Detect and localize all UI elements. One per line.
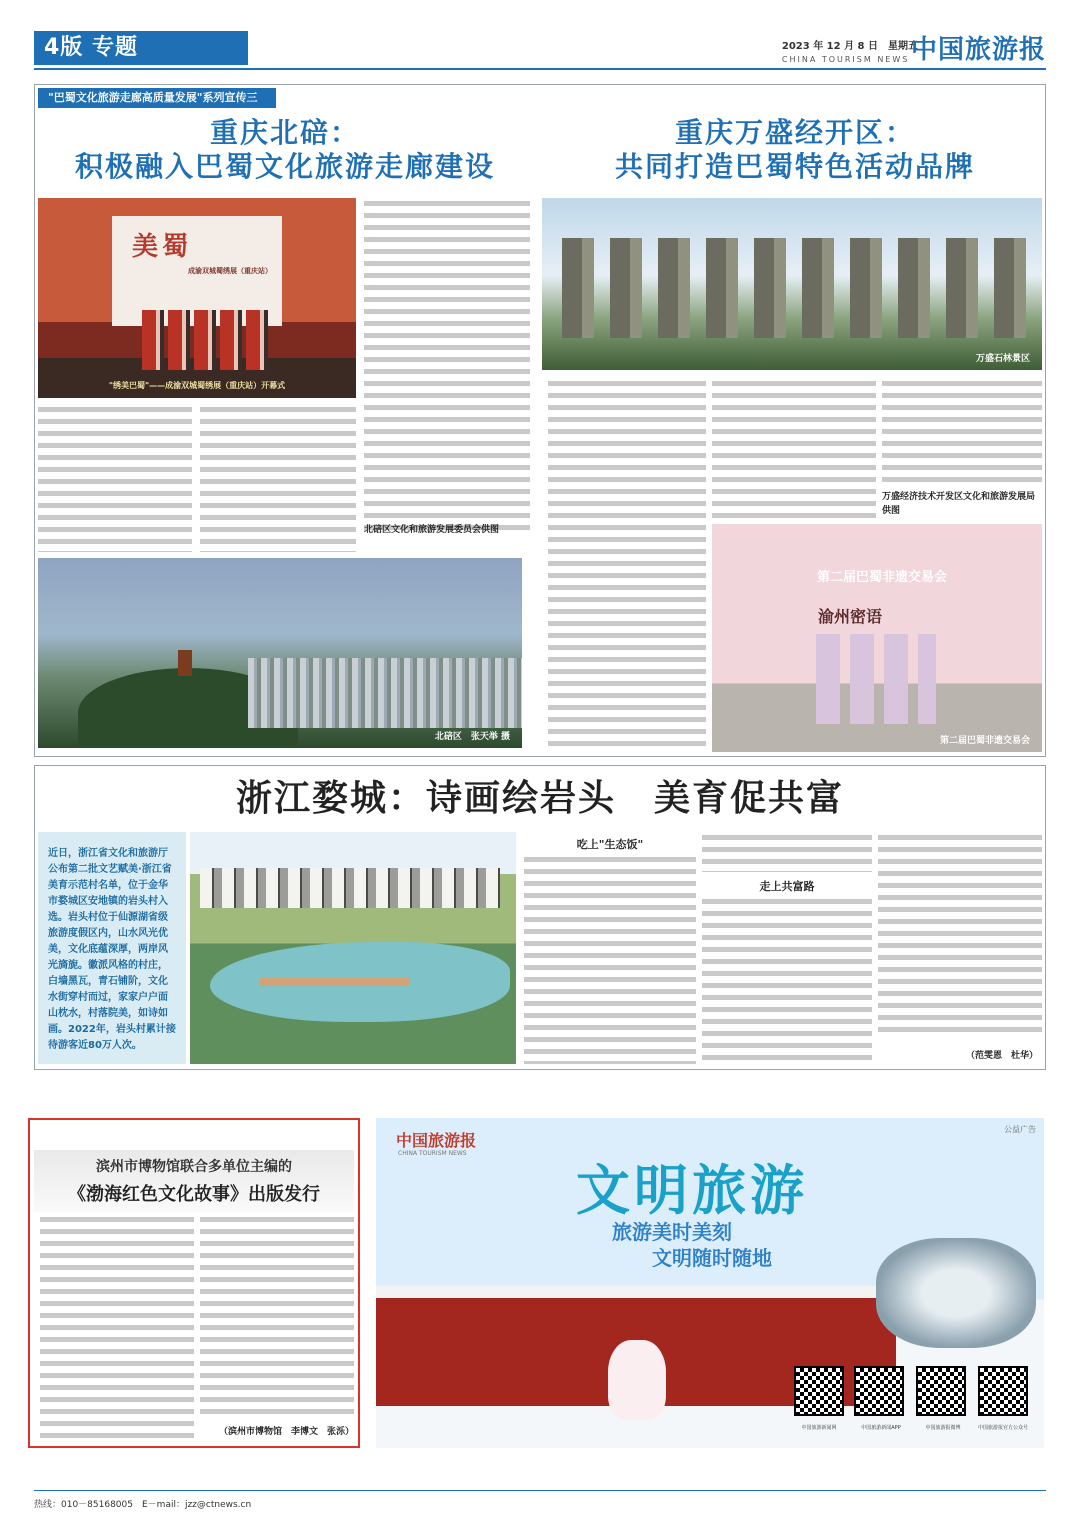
article2-credit: 万盛经济技术开发区文化和旅游发展局供图: [882, 492, 1036, 516]
pagoda: [178, 650, 192, 676]
ad-brand-en: CHINA TOURISM NEWS: [398, 1150, 467, 1157]
qr-label-4: 中国旅游报官方公众号: [977, 1425, 1028, 1431]
qr-code-3-icon: [916, 1366, 966, 1416]
article1-body-col2: [200, 404, 356, 552]
article2-title: [548, 116, 1042, 184]
article3-intro-text: 近日，浙江省文化和旅游厅公布第二批文艺赋美·浙江省美育示范村名单，位于金华市婺城区安地镇的岩头村入选。岩头村位于仙源湖省级旅游度假区内，山水风光优美，文化底蕴深厚，两岸风光旖旎。徽派风格的村庄，白墙黑瓦，青石铺阶，文化水街穿村而过，家家户户面山枕水，村落院美，如诗如画。2022年，岩头村累计接待游客近80万人次。: [48, 848, 176, 1051]
section-tag: 4版 专题: [34, 31, 248, 65]
article3-body-col3: [878, 832, 1042, 1038]
article4-title-line1: 滨州市博物馆联合多单位主编的: [96, 1159, 292, 1175]
ad-qr-row: [794, 1366, 1034, 1442]
article2-body-col2: [712, 378, 876, 518]
stage-banner-text: 美蜀: [132, 232, 193, 262]
qr-label-2: 中国旅游新闻APP: [861, 1425, 901, 1431]
article3-body-col2b: [702, 896, 872, 1064]
date-text: 2023 年 12 月 8 日 星期五: [781, 41, 918, 52]
article3-intro: [38, 832, 186, 1064]
article3-credit: （范雯恩 杜华）: [965, 1051, 1038, 1061]
ad-rabbit: [608, 1340, 666, 1420]
ad-line1: 旅游美时美刻: [612, 1220, 732, 1244]
public-ad: [376, 1118, 1044, 1448]
article3-subhead-1: 吃上"生态饭": [576, 838, 644, 851]
article1-body-col1: [38, 404, 192, 552]
header-rule: [34, 68, 1046, 70]
article2-body-col1: [548, 378, 706, 752]
ad-wall-roof: [376, 1286, 896, 1298]
ad-brand: 中国旅游报: [396, 1131, 477, 1150]
issue-date: [782, 37, 918, 64]
city-buildings: [248, 658, 522, 728]
date-english: CHINA TOURISM NEWS: [781, 55, 910, 64]
article1-title-line1: 重庆北碚：: [209, 116, 360, 149]
qr-label-1: 中国旅游新闻网: [801, 1425, 837, 1431]
article4-body-col2: [200, 1214, 354, 1416]
article3-body-col2a: [702, 832, 872, 872]
stage-performers: [142, 310, 272, 370]
qr-label-3: 中国旅游报微博: [925, 1425, 961, 1431]
ad-corner-label: 公益广告: [1004, 1125, 1036, 1134]
stage-banner-sub: 成渝双城蜀绣展（重庆站）: [188, 267, 272, 275]
qr-code-4-icon: [978, 1366, 1028, 1416]
article2-body-col3: [882, 378, 1042, 488]
fair-people: [816, 634, 936, 724]
rock-formations: [562, 238, 1032, 338]
fair-sign: 渝州密语: [818, 607, 883, 626]
article4-credit: （滨州市博物馆 李博文 张泺）: [218, 1427, 354, 1437]
footer-rule: [34, 1490, 1046, 1491]
ad-slogan: 文明旅游: [576, 1158, 808, 1222]
article2-title-line1: 重庆万盛经开区：: [674, 116, 915, 149]
article3-body-col1: [524, 854, 696, 1064]
article1-title: [38, 116, 532, 184]
article1-body-col3: [364, 198, 530, 530]
article1-credit: 北碚区文化和旅游发展委员会供图: [364, 525, 500, 535]
article2-photo-fair: [712, 524, 1042, 752]
article3-photo-village: [190, 832, 516, 1064]
article4-title-line2: 《渤海红色文化故事》出版发行: [68, 1184, 320, 1205]
article1-photo2-caption: 北碚区 张天举 摄: [434, 732, 510, 742]
qr-code-2-icon: [854, 1366, 904, 1416]
article2-photo-stoneforest: [542, 198, 1042, 370]
article1-photo-caption: "绣美巴蜀"——成渝双城蜀绣展（重庆站）开幕式: [108, 381, 286, 390]
footer-contact: 热线：010－85168005 E－mail：jzz@ctnews.cn: [34, 1500, 252, 1510]
ad-line2: 文明随时随地: [652, 1246, 772, 1270]
article2-photo2-caption: 第二届巴蜀非遗交易会: [939, 736, 1030, 746]
article1-title-line2: 积极融入巴蜀文化旅游走廊建设: [74, 150, 495, 183]
article3-subhead-2: 走上共富路: [759, 880, 815, 893]
article4-body-col1: [40, 1214, 194, 1440]
village-houses: [200, 868, 500, 908]
article1-photo-stage: [38, 198, 356, 398]
bridge: [260, 978, 410, 986]
masthead-logo: 中国旅游报: [910, 35, 1046, 65]
article3-title: 浙江婺城：诗画绘岩头 美育促共富: [235, 777, 844, 819]
article1-photo-city: [38, 558, 522, 748]
article2-photo1-caption: 万盛石林景区: [975, 354, 1030, 364]
ad-tree: [876, 1238, 1036, 1348]
series-tag: "巴蜀文化旅游走廊高质量发展"系列宣传三: [38, 88, 276, 108]
article4-title: [34, 1150, 354, 1212]
fair-banner: 第二届巴蜀非遗交易会: [816, 570, 947, 585]
article2-title-line2: 共同打造巴蜀特色活动品牌: [614, 150, 975, 183]
qr-code-1-icon: [794, 1366, 844, 1416]
